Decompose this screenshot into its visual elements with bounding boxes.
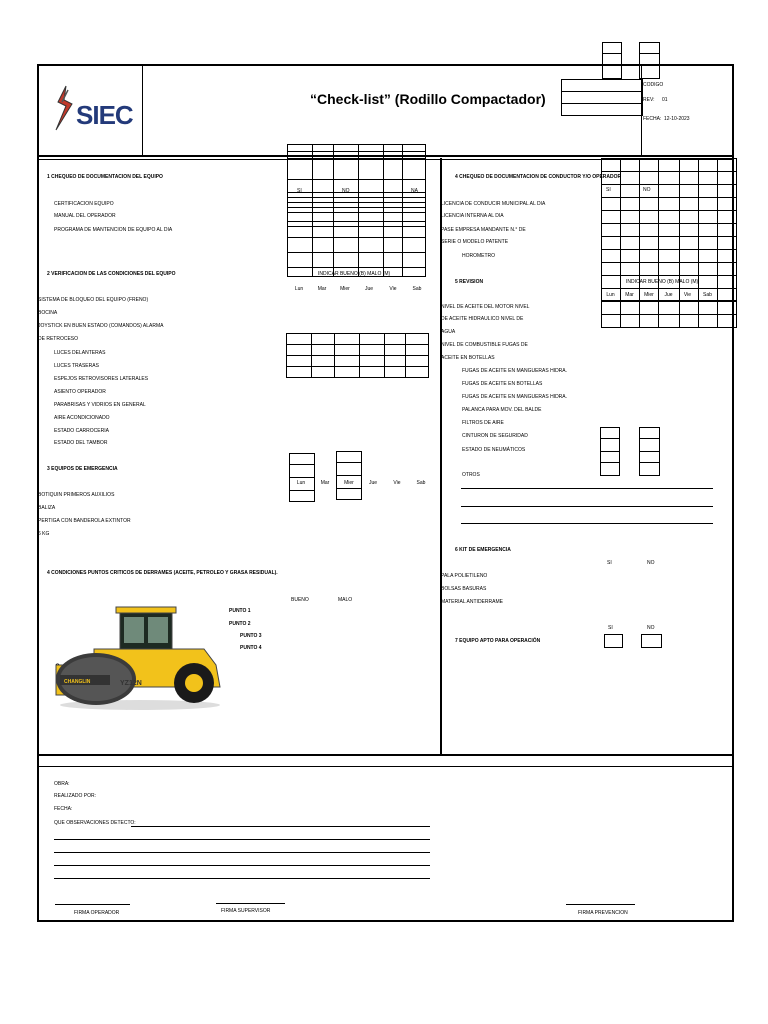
s3-days [289,480,433,486]
s2-grid [286,333,429,378]
s4-malo: MALO [338,597,353,603]
firma-supervisor: FIRMA SUPERVISOR [221,908,271,914]
s1-no: NO [342,188,350,194]
r5-item: PALANCA PARA MOV. DEL BALDE [462,407,542,413]
r5-grid [601,300,737,315]
r4-item: LICENCIA DE CONDUCIR MUNICIPAL AL DIA [441,201,546,207]
r5-otros: OTROS [462,472,480,478]
fecha-label: FECHA: [643,116,662,122]
day-label: Jue [368,480,378,486]
s1-si: SI [297,188,302,194]
s2-item: ESTADO DEL TAMBOR [54,440,108,446]
apto-no-checkbox[interactable] [641,634,662,648]
road-roller-icon [54,603,226,711]
day-label: Lun [296,480,306,486]
s2-item: PARABRISAS Y VIDRIOS EN GENERAL [54,402,146,408]
s4-point: PUNTO 4 [240,645,262,651]
s2-item: ESTADO CARROCERIA [54,428,109,434]
s3-item: BOTIQUIN PRIMEROS AUXILIOS [38,492,115,498]
day-label: Lun [294,286,304,292]
r5-item: NIVEL DE ACEITE DEL MOTOR NIVEL [441,304,530,310]
day-label: Sab [412,286,422,292]
machine-model: YZ12N [120,680,142,687]
otros-line-2 [461,506,713,507]
rev-label: REV: [643,97,655,103]
r4-item: PASE EMPRESA MANDANTE N.° DE [441,227,526,233]
r5-item: ACEITE EN BOTELLAS [441,355,495,361]
obs-line-3 [54,852,430,853]
day-label: Jue [364,286,374,292]
day-label: Vie [683,292,692,298]
day-label: Mar [625,292,634,298]
s1-item: MANUAL DEL OPERADOR [54,213,116,219]
day-label: Lun [606,292,615,298]
s3-item: 6 KG [38,531,50,537]
s2-item: LUCES DELANTERAS [54,350,106,356]
day-label: Mar [320,480,330,486]
day-label: Vie [393,480,401,486]
s1-title: 1 CHEQUEO DE DOCUMENTACION DEL EQUIPO [47,174,163,180]
footer-fecha: FECHA: [54,806,73,812]
s2-item: ASIENTO OPERADOR [54,389,106,395]
obs-line-5 [54,878,430,879]
r5-item: DE ACEITE HIDRAULICO NIVEL DE [441,316,524,322]
r6-item: MATERIAL ANTIDERRAME [441,599,503,605]
s2-item: ESPEJOS RETROVISORES LATERALES [54,376,149,382]
r5-item: CINTURON DE SEGURIDAD [462,433,528,439]
r5-item: FUGAS DE ACEITE EN MANGUERAS HIDRA. [462,368,568,374]
s4-point: PUNTO 2 [229,621,251,627]
signature-line-operador [55,904,130,905]
body-bottom-rule [37,754,734,756]
otros-line-1 [461,488,713,489]
r6-no: NO [647,560,655,566]
s1-item: CERTIFICACION EQUIPO [54,201,114,207]
s2-item: BOCINA [38,310,58,316]
r4-item: SERIE O MODELO PATENTE [441,239,509,245]
r7-si: SI [608,625,613,631]
page-title: “Check-list” (Rodillo Compactador) [310,91,546,107]
day-label: Jue [664,292,673,298]
r4-item: LICENCIA INTERNA AL DIA [441,213,504,219]
road-roller-image [54,603,226,711]
logo-text: SIEC [76,100,133,130]
r7-no: NO [647,625,655,631]
s3-item: PERTIGA CON BANDEROLA EXTINTOR [38,518,131,524]
day-label: Mier [340,286,350,292]
signature-line-supervisor [216,903,285,904]
r5-hint: INDICAR BUENO (B) MALO (M) [626,279,699,285]
s4-bueno: BUENO [291,597,309,603]
day-label: Mar [317,286,327,292]
s3-grid-1 [289,453,315,502]
r5-title: 5 REVISION [455,279,484,285]
header-logo-divider [142,64,143,156]
r4-si: SI [606,187,611,193]
firma-operador: FIRMA OPERADOR [74,910,120,916]
s3-grid-2 [336,451,362,500]
s2-item: DE RETROCESO [38,336,79,342]
s2-days [287,286,429,292]
r7-title: 7 EQUIPO APTO PARA OPERACIÓN [455,638,541,644]
r5-small-grid-2 [639,427,660,476]
r4-title: 4 CHEQUEO DE DOCUMENTACION DE CONDUCTOR Y/O OPERADOR [455,174,622,180]
s4-point: PUNTO 1 [229,608,251,614]
r4-no: NO [643,187,651,193]
r5-item: FUGAS DE ACEITE EN BOTELLAS [462,381,543,387]
obs-line-4 [54,865,430,866]
day-label: Mier [344,480,354,486]
s2-item: AIRE ACONDICIONADO [54,415,110,421]
r5-item: ESTADO DE NEUMÁTICOS [462,447,526,453]
r6-si: SI [607,560,612,566]
r6-title: 6 KIT DE EMERGENCIA [455,547,511,553]
otros-line-3 [461,523,713,524]
obs-line-1 [131,826,430,827]
body-bottom-rule-2 [37,766,734,767]
r5-item: AGUA [441,329,456,335]
day-label: Mier [644,292,654,298]
s2-item: SISTEMA DE BLOQUEO DEL EQUIPO (FRENO) [38,297,149,303]
header-code-table [561,79,643,116]
s3-item: BALIZA [38,505,56,511]
r5-small-grid-1 [600,427,620,476]
s4-title: 4 CONDICIONES PUNTOS CRITICOS DE DERRAMES (ACEITE, PETROLEO Y GRASA RESIDUAL). [47,570,278,576]
r4-item: HOROMETRO [462,253,496,259]
firma-prevencion: FIRMA PREVENCION [578,910,628,916]
siec-logo-icon [52,84,78,132]
apto-si-checkbox[interactable] [604,634,623,648]
codigo-label: CODIGO [643,82,664,88]
siec-logo [52,84,132,134]
r5-item: NIVEL DE COMBUSTIBLE FUGAS DE [441,342,528,348]
footer-obra: OBRA: [54,781,70,787]
r6-item: BOLSAS BASURAS [441,586,487,592]
r5-days [601,292,718,298]
header-right-divider [641,64,642,156]
signature-line-prevencion [566,904,635,905]
rev-value: 01 [662,97,668,103]
s2-hint: INDICAR BUENO (B) MALO (M) [318,271,391,277]
day-label: Sab [703,292,712,298]
s1-item: PROGRAMA DE MANTENCION DE EQUIPO AL DIA [54,227,173,233]
s2-item: JOYSTICK EN BUEN ESTADO (COMANDOS) ALARMA [38,323,164,329]
s2-item: LUCES TRASERAS [54,363,99,369]
s2-title: 2 VERIFICACION DE LAS CONDICIONES DEL EQUIPO [47,271,176,277]
r5-item: FILTROS DE AIRE [462,420,504,426]
column-divider [440,158,442,755]
obs-line-2 [54,839,430,840]
s4-point: PUNTO 3 [240,633,262,639]
footer-realizado: REALIZADO POR: [54,793,96,799]
r6-item: PALA POLIETILENO [441,573,488,579]
s3-title: 3 EQUIPOS DE EMERGENCIA [47,466,118,472]
day-label: Vie [389,286,397,292]
day-label: Sab [416,480,426,486]
s1-na: NA [411,188,418,194]
footer-observaciones: QUE OBSERVACIONES DETECTO: [54,820,136,826]
machine-brand: CHANGLIN [64,679,91,685]
s1-grid [287,144,426,277]
r5-item: FUGAS DE ACEITE EN MANGUERAS HIDRA. [462,394,568,400]
fecha-value: 12-10-2023 [664,116,690,122]
